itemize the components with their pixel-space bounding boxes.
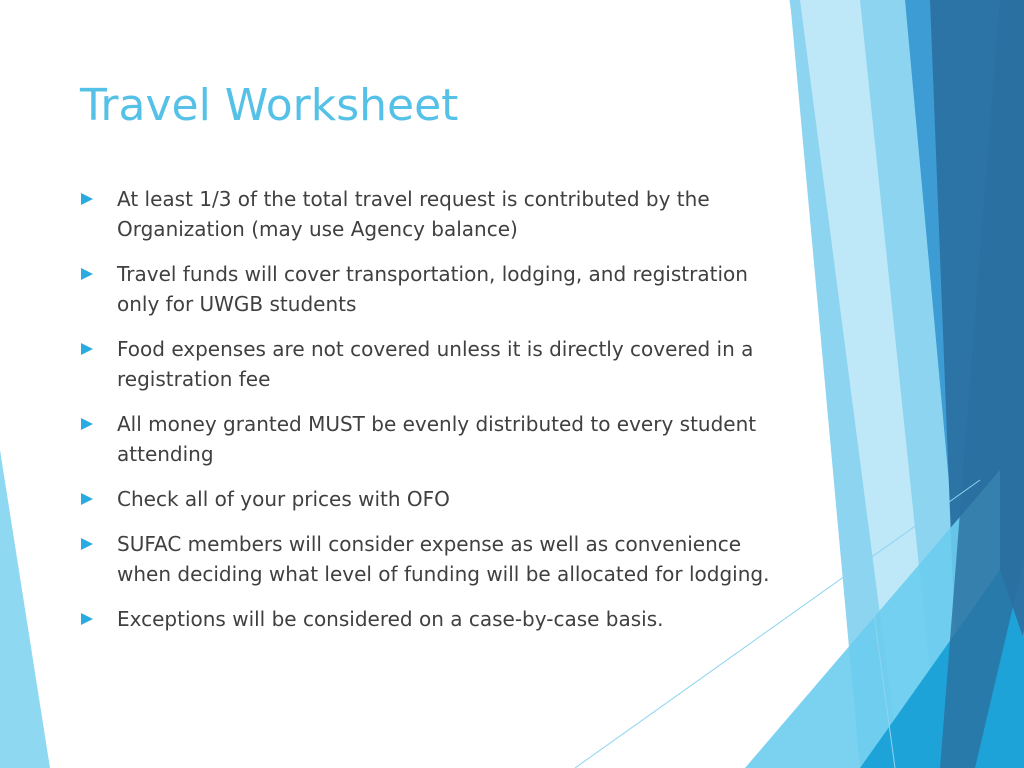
- bullet-arrow-icon: [81, 268, 93, 280]
- bullet-text: SUFAC members will consider expense as well as convenience when deciding what level of funding will be allocated for lodging.: [117, 532, 770, 586]
- bullet-text: Exceptions will be considered on a case-by-case basis.: [117, 607, 664, 631]
- list-item: [80, 604, 780, 634]
- bullet-arrow-icon: [81, 193, 93, 205]
- bullet-text: Food expenses are not covered unless it is directly covered in a registration fee: [117, 337, 754, 391]
- bullet-text: Check all of your prices with OFO: [117, 487, 450, 511]
- list-item: [80, 529, 780, 589]
- bullet-text: At least 1/3 of the total travel request is contributed by the Organization (may use Agency balance): [117, 187, 710, 241]
- bullet-text: All money granted MUST be evenly distributed to every student attending: [117, 412, 757, 466]
- list-item: [80, 409, 780, 469]
- list-item: [80, 184, 780, 244]
- bullet-text: Travel funds will cover transportation, lodging, and registration only for UWGB students: [117, 262, 748, 316]
- bullet-arrow-icon: [81, 343, 93, 355]
- bullet-list: [80, 184, 780, 649]
- list-item: [80, 259, 780, 319]
- bullet-arrow-icon: [81, 538, 93, 550]
- left-sliver-shape: [0, 450, 50, 768]
- bullet-arrow-icon: [81, 613, 93, 625]
- slide-title: Travel Worksheet: [80, 80, 459, 131]
- list-item: [80, 334, 780, 394]
- bullet-arrow-icon: [81, 418, 93, 430]
- bullet-arrow-icon: [81, 493, 93, 505]
- list-item: [80, 484, 780, 514]
